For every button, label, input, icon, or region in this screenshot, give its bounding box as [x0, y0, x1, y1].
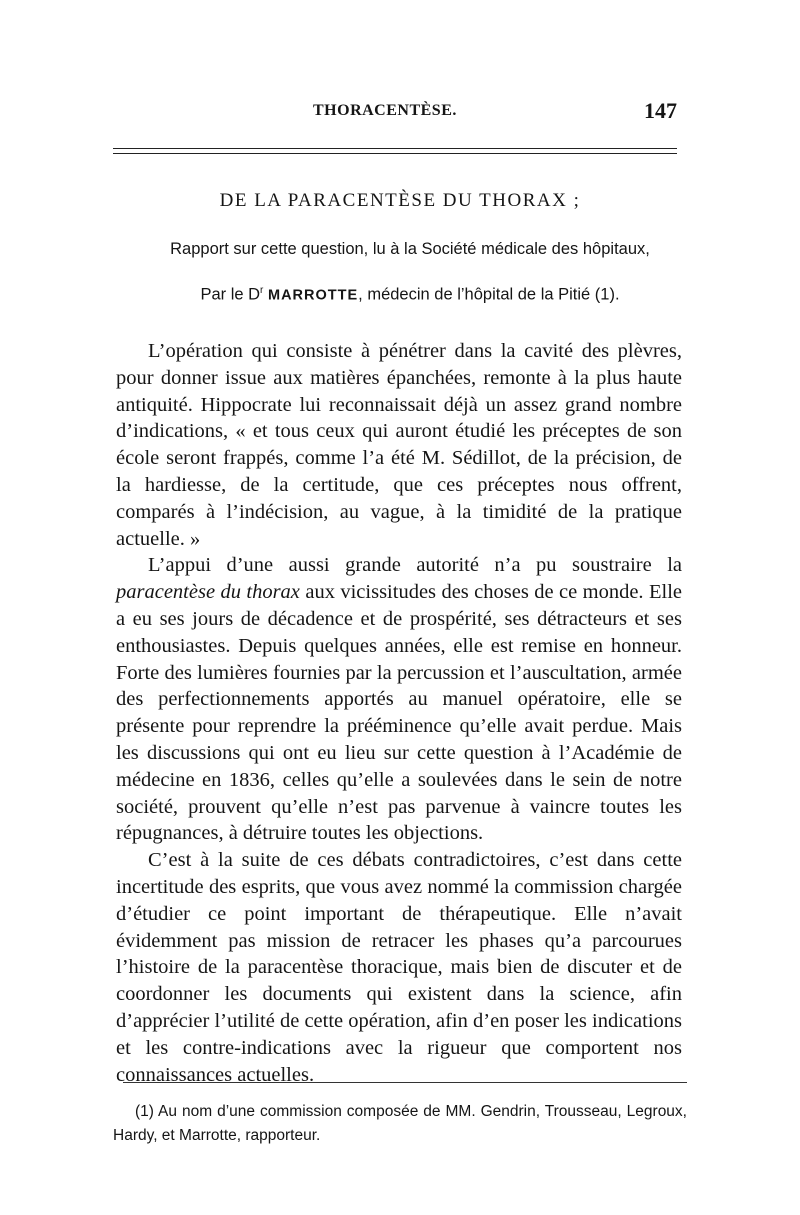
paragraph-2-start: L’appui d’une aussi grande autorité n’a pu soustraire la	[148, 554, 682, 577]
byline	[0, 285, 800, 305]
running-title: THORACENTÈSE.	[313, 102, 457, 119]
byline-prefix: Par le D	[200, 285, 261, 304]
paragraph-3: C’est à la suite de ces débats contradictoires, c’est dans cette incertitude des esprits, que vous avez nommé la commission chargée d’étudier ce point important de thérapeutique. Elle n’avait évidemment pas mission de retracer les phases qu’a parcourues l’histoire de la paracentèse thoracique, mais bien de discuter et de coordonner les documents qui existent dans la science, afin d’apprécier l’utilité de cette opération, afin d’en poser les indications et les contre-indications avec la rigueur que comportent nos connaissances actuelles.	[116, 849, 682, 1086]
author-name: MARROTTE	[267, 287, 359, 304]
header-double-rule	[113, 148, 677, 154]
article-title: DE LA PARACENTÈSE DU THORAX ;	[219, 190, 581, 211]
byline-suffix: , médecin de l’hôpital de la Pitié (1).	[358, 285, 620, 304]
running-header	[113, 98, 677, 128]
page-number: 147	[644, 98, 677, 123]
paragraph-2	[116, 552, 682, 847]
footnote-rule	[123, 1082, 687, 1083]
footnote: (1) Au nom d’une commission composée de MM. Gendrin, Trousseau, Legroux, Hardy, et Marrotte, rapporteur.	[113, 1103, 687, 1144]
paragraph-1: L’opération qui consiste à pénétrer dans la cavité des plèvres, pour donner issue aux matières épanchées, remonte à la plus haute antiquité. Hippocrate lui reconnaissait déjà un assez grand nombre d’indications, « et tous ceux qui auront étudié les préceptes de son école seront frappés, comme l’a été M. Sédillot, de la précision, de la hardiesse, de la certitude, que ces préceptes nous offrent, comparés à l’indécision, au vague, à la timidité de la pratique actuelle. »	[116, 340, 682, 550]
body-text	[116, 338, 682, 1088]
byline-title-sup: r	[260, 285, 264, 296]
article-subtitle: Rapport sur cette question, lu à la Société médicale des hôpitaux,	[170, 240, 650, 258]
paragraph-2-italic: paracentèse du thorax	[116, 581, 300, 604]
paragraph-2-rest: aux vicissitudes des choses de ce monde. Elle a eu ses jours de décadence et de prospérité, ses détracteurs et ses enthousiastes. Depuis quelques années, elle est remise en honneur. Forte des lumières fournies par la percussion et l’auscultation, armée des perfectionnements apportés au manuel opératoire, elle se présente pour reprendre la prééminence qu’elle avait perdue. Mais les discussions qui ont eu lieu sur cette question à l’Académie de médecine en 1836, celles qu’elle a soulevées dans le sein de notre société, prouvent qu’elle n’est pas parvenue à vaincre toutes les répugnances, à détruire toutes les objections.	[116, 581, 682, 845]
